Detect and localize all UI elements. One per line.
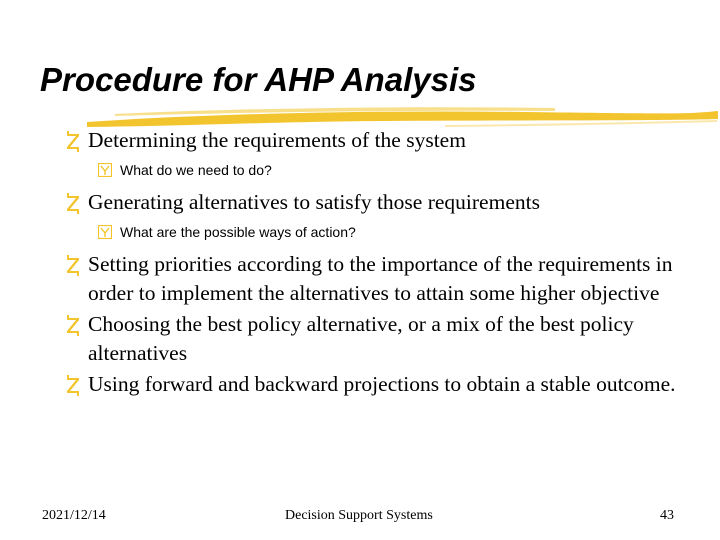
z-glyph-icon — [64, 250, 82, 279]
bullet-text: Generating alternatives to satisfy those requirements — [88, 190, 540, 214]
bullet-text: Setting priorities according to the importance of the requirements in order to implement the alternatives to attain some higher objective — [88, 252, 673, 305]
slide-title: Procedure for AHP Analysis — [40, 61, 477, 98]
bullet-item — [60, 250, 680, 308]
sub-bullet-item — [98, 161, 680, 179]
footer-title: Decision Support Systems — [285, 508, 433, 523]
page-number: 43 — [660, 508, 674, 523]
sub-bullet-text: What are the possible ways of action? — [120, 224, 356, 240]
bullet-text: Choosing the best policy alternative, or a mix of the best policy alternatives — [88, 312, 634, 365]
z-glyph-icon — [64, 310, 82, 339]
boxed-y-icon — [98, 163, 112, 177]
bullet-item — [60, 370, 680, 399]
bullet-item — [60, 310, 680, 368]
bullet-text: Determining the requirements of the system — [88, 128, 466, 152]
sub-bullet-text: What do we need to do? — [120, 162, 272, 178]
bullet-item — [60, 126, 680, 155]
z-glyph-icon — [64, 370, 82, 399]
bullet-list — [60, 124, 680, 399]
bullet-item — [60, 188, 680, 217]
footer-date: 2021/12/14 — [42, 508, 106, 523]
boxed-y-icon — [98, 225, 112, 239]
bullet-text: Using forward and backward projections to obtain a stable outcome. — [88, 372, 676, 396]
z-glyph-icon — [64, 188, 82, 217]
sub-bullet-item — [98, 223, 680, 241]
z-glyph-icon — [64, 126, 82, 155]
